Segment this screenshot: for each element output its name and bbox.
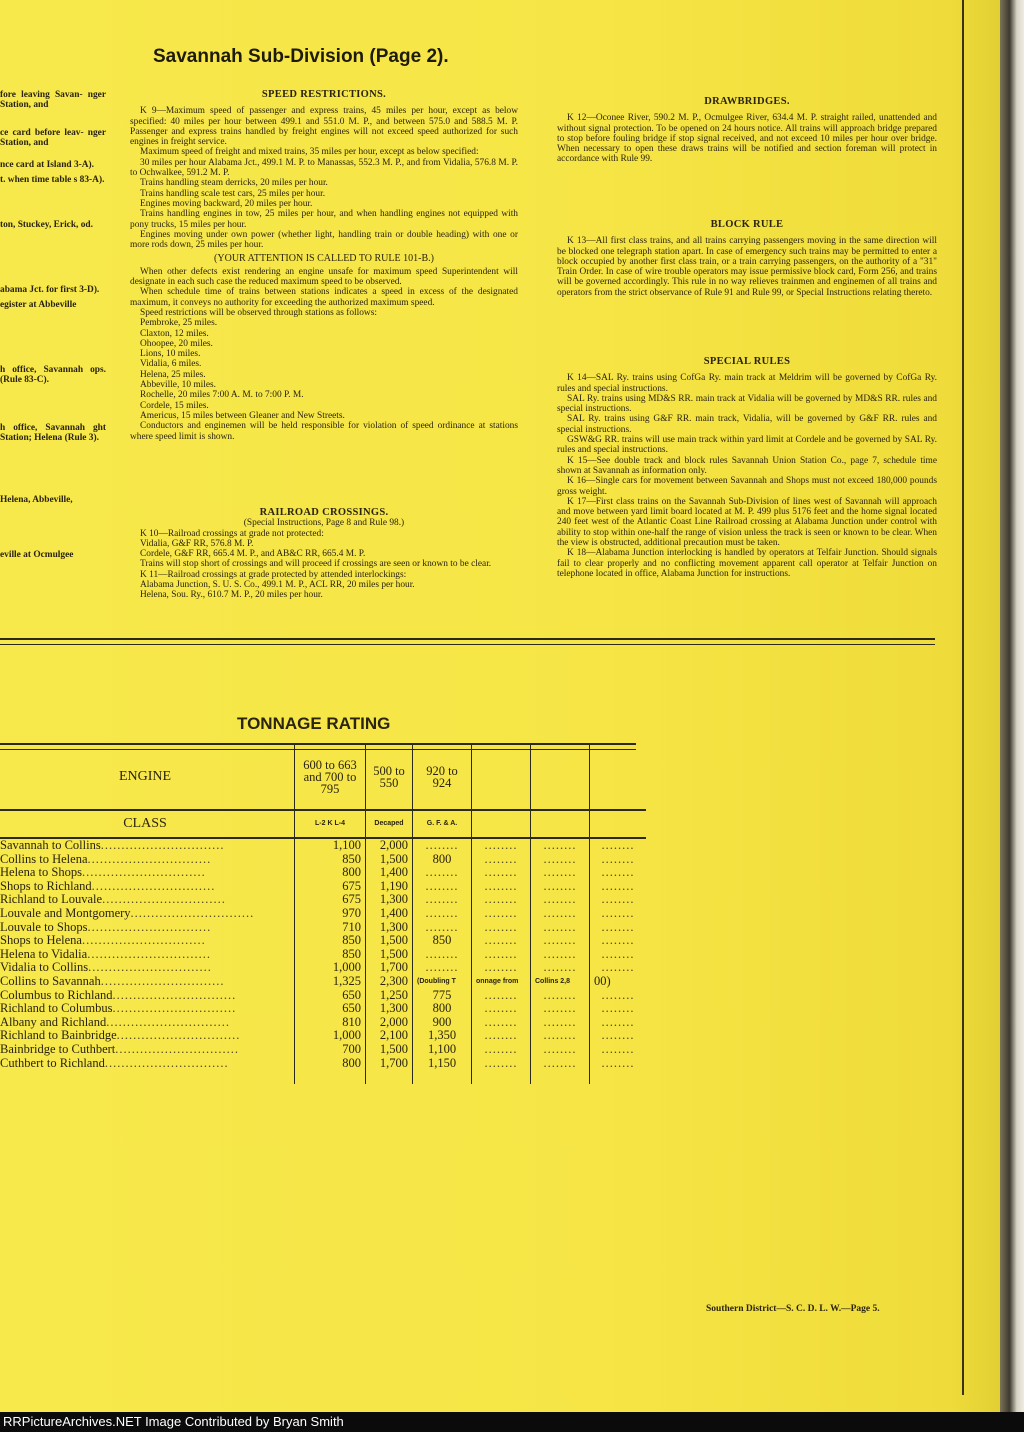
empty-cell: ........: [413, 866, 472, 880]
note-cell: Collins 2,8: [531, 975, 590, 989]
left-fragment: egister at Abbeville: [0, 300, 77, 310]
table-row: [0, 907, 646, 921]
empty-cell: ........: [472, 880, 531, 894]
table-row: [0, 921, 646, 935]
leader-dots: ..............................: [112, 1002, 237, 1016]
empty-cell: ........: [590, 989, 647, 1003]
empty-cell: ........: [472, 1029, 531, 1043]
leader-dots: ..............................: [115, 1042, 240, 1056]
block-rule-section: [557, 220, 937, 298]
leader-dots: ..............................: [112, 988, 237, 1002]
paragraph: Claxton, 12 miles.: [140, 328, 209, 339]
tonnage-title: TONNAGE RATING: [237, 714, 391, 733]
paragraph: Abbeville, 10 miles.: [140, 380, 217, 391]
spacer-cell: [590, 1070, 647, 1084]
spacer-cell: [0, 1070, 295, 1084]
route-name: Cuthbert to Richland: [0, 1056, 105, 1070]
route-cell: [0, 961, 295, 975]
paragraph: Rochelle, 20 miles 7:00 A. M. to 7:00 P. M.: [140, 390, 304, 401]
empty-cell: ........: [413, 961, 472, 975]
route-cell: [0, 907, 295, 921]
paragraph: Vidalia, G&F RR, 576.8 M. P.: [140, 538, 254, 549]
route-name: Collins to Savannah: [0, 974, 101, 988]
engine-class-number: 600 to 663 and 700 to 795: [295, 745, 366, 810]
tonnage-value: 1,350: [413, 1029, 472, 1043]
paragraph: Trains will stop short of crossings and will proceed if crossings are seen or known to be clear.: [140, 559, 492, 570]
empty-cell: ........: [590, 853, 647, 867]
spacer-cell: [472, 1070, 531, 1084]
tonnage-value: 675: [295, 893, 366, 907]
empty-cell: ........: [531, 866, 590, 880]
empty-cell: ........: [531, 921, 590, 935]
left-fragment: h office, Savannah ops. (Rule 83-C).: [0, 365, 106, 386]
empty-cell: ........: [413, 838, 472, 853]
route-cell: [0, 866, 295, 880]
empty-cell: ........: [472, 853, 531, 867]
class-designation: G. F. & A.: [413, 810, 472, 838]
class-designation: [472, 810, 531, 838]
note-cell: onnage from: [472, 975, 531, 989]
left-fragment: Helena, Abbeville,: [0, 495, 73, 505]
paragraph: Engines moving backward, 20 miles per hour.: [140, 198, 313, 209]
table-row: [0, 838, 646, 853]
spacer-cell: [531, 1070, 590, 1084]
class-label: CLASS: [0, 810, 295, 838]
empty-cell: ........: [472, 1043, 531, 1057]
leader-dots: ..............................: [91, 879, 216, 893]
table-row: [0, 880, 646, 894]
class-designation: L-2 K L-4: [295, 810, 366, 838]
drawbridges-heading: DRAWBRIDGES.: [704, 96, 790, 107]
empty-cell: ........: [531, 1016, 590, 1030]
empty-cell: ........: [413, 893, 472, 907]
leader-dots: ..............................: [130, 906, 255, 920]
empty-cell: ........: [590, 921, 647, 935]
engine-class-number: [531, 745, 590, 810]
empty-cell: ........: [413, 907, 472, 921]
crossings-subheading: (Special Instructions, Page 8 and Rule 98.): [243, 518, 405, 529]
tonnage-value: 810: [295, 1016, 366, 1030]
tonnage-value: 850: [295, 948, 366, 962]
paragraph: K 11—Railroad crossings at grade protected by attended interlockings:: [140, 569, 407, 580]
paragraph: K 18—Alabama Junction interlocking is handled by operators at Telfair Junction. Should signals fail to clear properly and no conflicting movement apparent call operator at Telfair Junction on telephone located in office, Alabama Junction for instructions.: [557, 548, 937, 579]
paragraph: SAL Ry. trains using MD&S RR. main track at Vidalia will be governed by MD&S RR. rules and special instructions.: [557, 393, 937, 415]
tonnage-value: 800: [413, 853, 472, 867]
leader-dots: ..............................: [102, 893, 226, 907]
page-title: Savannah Sub-Division (Page 2).: [153, 46, 449, 67]
empty-cell: ........: [531, 853, 590, 867]
empty-cell: ........: [531, 838, 590, 853]
paragraph: K 10—Railroad crossings at grade not protected:: [140, 528, 324, 539]
left-fragment: fore leaving Savan- nger Station, and: [0, 90, 106, 111]
engine-class-number: [472, 745, 531, 810]
empty-cell: ........: [472, 866, 531, 880]
tonnage-value: 1,300: [366, 893, 413, 907]
tonnage-value: 1,300: [366, 1002, 413, 1016]
empty-cell: ........: [590, 880, 647, 894]
empty-cell: ........: [590, 1057, 647, 1071]
tonnage-value: 650: [295, 989, 366, 1003]
tonnage-value: 1,190: [366, 880, 413, 894]
empty-cell: ........: [472, 1016, 531, 1030]
paragraph: Speed restrictions will be observed through stations as follows:: [140, 307, 377, 318]
table-row: [0, 1057, 646, 1071]
empty-cell: ........: [590, 893, 647, 907]
tonnage-value: 1,500: [366, 948, 413, 962]
empty-cell: ........: [531, 1043, 590, 1057]
left-fragment: ton, Stuckey, Erick, od.: [0, 220, 93, 230]
paragraph: Conductors and enginemen will be held responsible for violation of speed ordinance at stations where speed limit is shown.: [130, 421, 518, 442]
route-cell: [0, 921, 295, 935]
page-footer: Southern District—S. C. D. L. W.—Page 5.: [706, 1304, 880, 1314]
tonnage-value: 1,400: [366, 866, 413, 880]
route-name: Louvale and Montgomery: [0, 906, 131, 920]
tonnage-value: 1,700: [366, 1057, 413, 1071]
paragraph: K 17—First class trains on the Savannah Sub-Division of lines west of Savannah will approach and move between yard limit board located at M. P. 499 plus 5176 feet and the home signal located 240 feet west of the Atlantic Coast Line Railroad crossing at Alabama Junction under control with ability to stop within one-half the range of vision unless the track is seen or known to be clear. When the view is obstructed, additional precaution must be taken.: [557, 496, 937, 549]
table-bottom-spacer: [0, 1070, 646, 1084]
special-heading: SPECIAL RULES: [703, 356, 791, 367]
tonnage-value: 800: [295, 1057, 366, 1071]
tonnage-value: 1,700: [366, 961, 413, 975]
leader-dots: ..............................: [104, 1056, 229, 1070]
tonnage-value: 700: [295, 1043, 366, 1057]
note-cell: (Doubling T: [413, 975, 472, 989]
empty-cell: ........: [472, 921, 531, 935]
tonnage-value: 800: [295, 866, 366, 880]
route-cell: [0, 989, 295, 1003]
engine-header-row: [0, 745, 646, 810]
speed-heading: SPEED RESTRICTIONS.: [261, 89, 387, 100]
empty-cell: ........: [590, 1002, 647, 1016]
note-cell: 00): [590, 975, 647, 989]
empty-cell: ........: [590, 961, 647, 975]
paragraph: Ohoopee, 20 miles.: [140, 338, 213, 349]
tonnage-value: 800: [413, 1002, 472, 1016]
tonnage-value: 2,000: [366, 1016, 413, 1030]
empty-cell: ........: [531, 1002, 590, 1016]
paragraph: K 13—All first class trains, and all trains carrying passengers moving in the same direction will be blocked one telegraph station apart. In case of emergency such trains may be permitted to enter a block occupied by another first class train, or a train carrying passengers, on the authority of a "31" Train Order. In case of wire trouble operators may issue permissive block card, Form 256, and trains will be governed accordingly. This rule in no way relieves trainmen and enginemen of all trains and operators from the strict observance of Rule 91 and Rule 99, or Special Instructions relating thereto.: [557, 236, 937, 298]
drawbridges-section: [557, 97, 937, 165]
route-name: Collins to Helena: [0, 852, 88, 866]
route-name: Columbus to Richland: [0, 988, 113, 1002]
leader-dots: ..............................: [87, 947, 211, 961]
table-row: [0, 893, 646, 907]
route-cell: [0, 1029, 295, 1043]
table-row: [0, 1029, 646, 1043]
tonnage-value: 850: [295, 934, 366, 948]
tonnage-value: 1,400: [366, 907, 413, 921]
tonnage-value: 1,100: [413, 1043, 472, 1057]
paragraph: When other defects exist rendering an engine unsafe for maximum speed Superintendent will designate in each such case the reduced maximum speed to be observed.: [130, 266, 518, 288]
empty-cell: ........: [472, 893, 531, 907]
paragraph: Lions, 10 miles.: [140, 349, 201, 360]
empty-cell: ........: [472, 1002, 531, 1016]
tonnage-value: 2,300: [366, 975, 413, 989]
route-cell: [0, 1043, 295, 1057]
leader-dots: ..............................: [88, 961, 212, 975]
class-designation: Decaped: [366, 810, 413, 838]
empty-cell: ........: [590, 866, 647, 880]
spacer-cell: [295, 1070, 366, 1084]
table-row: [0, 866, 646, 880]
table-row: [0, 989, 646, 1003]
empty-cell: ........: [413, 921, 472, 935]
table-row: [0, 961, 646, 975]
paragraph: Helena, 25 miles.: [140, 369, 206, 380]
empty-cell: ........: [590, 907, 647, 921]
tonnage-value: 1,000: [295, 1029, 366, 1043]
empty-cell: ........: [590, 838, 647, 853]
leader-dots: ..............................: [100, 974, 225, 988]
column-rule: [962, 0, 964, 1395]
empty-cell: ........: [531, 1029, 590, 1043]
empty-cell: ........: [590, 1043, 647, 1057]
tonnage-value: 1,325: [295, 975, 366, 989]
empty-cell: ........: [531, 989, 590, 1003]
engine-label: ENGINE: [0, 745, 295, 810]
attention-note: (YOUR ATTENTION IS CALLED TO RULE 101-B.): [214, 253, 434, 265]
empty-cell: ........: [472, 907, 531, 921]
engine-class-number: 500 to 550: [366, 745, 413, 810]
tonnage-value: 970: [295, 907, 366, 921]
empty-cell: ........: [531, 880, 590, 894]
route-name: Shops to Helena: [0, 934, 82, 948]
empty-cell: ........: [413, 948, 472, 962]
route-cell: [0, 838, 295, 853]
table-row: [0, 1002, 646, 1016]
tonnage-value: 710: [295, 921, 366, 935]
route-name: Shops to Richland: [0, 879, 92, 893]
empty-cell: ........: [413, 880, 472, 894]
tonnage-value: 850: [295, 853, 366, 867]
empty-cell: ........: [590, 1016, 647, 1030]
empty-cell: ........: [531, 1057, 590, 1071]
paragraph: Helena, Sou. Ry., 610.7 M. P., 20 miles per hour.: [140, 590, 323, 601]
railroad-crossings-section: [130, 508, 518, 601]
leader-dots: ..............................: [87, 920, 212, 934]
paragraph: Maximum speed of freight and mixed trains, 35 miles per hour, except as below specified:: [140, 147, 479, 158]
paragraph: K 16—Single cars for movement between Savannah and Shops must not exceed 180,000 pounds gross weight.: [557, 476, 937, 497]
paragraph: K 14—SAL Ry. trains using CofGa Ry. main track at Meldrim will be governed by CofGa Ry. rules and special instructions.: [557, 373, 937, 394]
leader-dots: ..............................: [106, 1015, 230, 1029]
paragraph: Trains handling scale test cars, 25 miles per hour.: [140, 188, 326, 199]
route-cell: [0, 853, 295, 867]
left-fragment: eville at Ocmulgee: [0, 550, 74, 560]
tonnage-value: 850: [413, 934, 472, 948]
empty-cell: ........: [472, 1057, 531, 1071]
table-row: [0, 1016, 646, 1030]
left-fragment: ce card before leav- nger Station, and: [0, 128, 106, 149]
route-name: Helena to Shops: [0, 866, 82, 880]
empty-cell: ........: [531, 934, 590, 948]
route-cell: [0, 880, 295, 894]
empty-cell: ........: [531, 948, 590, 962]
table-row: [0, 948, 646, 962]
route-name: Bainbridge to Cuthbert: [0, 1042, 116, 1056]
class-header-row: [0, 810, 646, 838]
tonnage-value: 1,250: [366, 989, 413, 1003]
paragraph: GSW&G RR. trains will use main track within yard limit at Cordele and be governed by SAL Ry. rules and special instructions.: [557, 435, 937, 456]
empty-cell: ........: [590, 1029, 647, 1043]
leader-dots: ..............................: [116, 1029, 241, 1043]
tonnage-value: 900: [413, 1016, 472, 1030]
leader-dots: ..............................: [81, 934, 206, 948]
table-row: [0, 934, 646, 948]
tonnage-value: 675: [295, 880, 366, 894]
route-cell: [0, 934, 295, 948]
section-divider: [0, 638, 935, 645]
tonnage-value: 1,500: [366, 853, 413, 867]
paragraph: K 12—Oconee River, 590.2 M. P., Ocmulgee River, 634.4 M. P. straight railed, unattended and without signal protection. To be opened on 24 hours notice. All trains will approach bridge prepared to stop before fouling bridge if stop signal received, and not exceed 10 miles per hour over bridge. When necessary to open these draws trains will be notified and section foreman will protect in accordance with Rule 99.: [557, 113, 937, 165]
paragraph: Trains handling steam derricks, 20 miles per hour.: [140, 178, 328, 189]
crossings-heading: RAILROAD CROSSINGS.: [259, 507, 389, 518]
engine-class-number: [590, 745, 647, 810]
leader-dots: ..............................: [81, 866, 206, 880]
class-designation: [531, 810, 590, 838]
route-name: Richland to Columbus: [0, 1002, 113, 1016]
tonnage-value: 2,000: [366, 838, 413, 853]
paragraph: K 15—See double track and block rules Savannah Union Station Co., page 7, schedule time shown at Savannah as information only.: [557, 455, 937, 476]
left-fragment: t. when time table s 83-A).: [0, 175, 105, 185]
table-row: [0, 1043, 646, 1057]
image-credit: RRPictureArchives.NET Image Contributed by Bryan Smith: [0, 1412, 1024, 1432]
route-name: Vidalia to Collins: [0, 961, 89, 975]
tonnage-value: 775: [413, 989, 472, 1003]
paragraph: Vidalia, 6 miles.: [140, 359, 202, 370]
left-fragment: abama Jct. for first 3-D).: [0, 285, 100, 295]
empty-cell: ........: [472, 934, 531, 948]
tonnage-value: 1,000: [295, 961, 366, 975]
tonnage-value: 2,100: [366, 1029, 413, 1043]
route-cell: [0, 1016, 295, 1030]
spacer-cell: [366, 1070, 413, 1084]
route-cell: [0, 1002, 295, 1016]
tonnage-value: 1,300: [366, 921, 413, 935]
route-name: Richland to Louvale: [0, 893, 103, 907]
paragraph: Americus, 15 miles between Gleaner and New Streets.: [140, 410, 345, 421]
scan-edge: [1000, 0, 1024, 1412]
empty-cell: ........: [472, 989, 531, 1003]
paragraph: Cordele, G&F RR, 665.4 M. P., and AB&C RR, 665.4 M. P.: [140, 549, 366, 560]
route-cell: [0, 948, 295, 962]
paragraph: Cordele, 15 miles.: [140, 400, 209, 411]
table-row: [0, 853, 646, 867]
paragraph: SAL Ry. trains using G&F RR. main track, Vidalia, will be governed by G&F RR. rules and special instructions.: [557, 414, 937, 435]
empty-cell: ........: [472, 948, 531, 962]
empty-cell: ........: [590, 948, 647, 962]
paragraph: K 9—Maximum speed of passenger and express trains, 45 miles per hour, except as below specified: 40 miles per hour between 499.1 and 551.0 M. P., and between 575.0 and 588.5 M. P. Passenger and express trains handled by freight engines will not exceed speed authorized for such engines in freight service.: [130, 106, 518, 148]
empty-cell: ........: [472, 961, 531, 975]
paragraph: 30 miles per hour Alabama Jct., 499.1 M. P. to Manassas, 552.3 M. P., and from Vidalia, 576.8 M. P. to Ochwalkee, 591.2 M. P.: [130, 157, 518, 179]
empty-cell: ........: [590, 934, 647, 948]
engine-class-number: 920 to 924: [413, 745, 472, 810]
paragraph: When schedule time of trains between stations indicates a speed in excess of the designated maximum, it conveys no authority for exceeding the authorized maximum speed.: [130, 287, 518, 308]
route-name: Helena to Vidalia: [0, 947, 88, 961]
route-cell: [0, 1057, 295, 1071]
empty-cell: ........: [531, 961, 590, 975]
route-cell: [0, 893, 295, 907]
route-name: Louvale to Shops: [0, 920, 88, 934]
leader-dots: ..............................: [87, 852, 212, 866]
left-fragment: nce card at Island 3-A).: [0, 160, 95, 170]
empty-cell: ........: [472, 838, 531, 853]
spacer-cell: [413, 1070, 472, 1084]
class-designation: [590, 810, 647, 838]
block-heading: BLOCK RULE: [710, 219, 784, 230]
route-name: Albany and Richland: [0, 1015, 107, 1029]
paragraph: Trains handling engines in tow, 25 miles per hour, and when handling engines not equipped with pony trucks, 15 miles per hour.: [130, 209, 518, 230]
route-name: Richland to Bainbridge: [0, 1029, 117, 1043]
tonnage-value: 650: [295, 1002, 366, 1016]
route-cell: [0, 975, 295, 989]
tonnage-value: 1,150: [413, 1057, 472, 1071]
empty-cell: ........: [531, 893, 590, 907]
tonnage-value: 1,500: [366, 934, 413, 948]
paragraph: Pembroke, 25 miles.: [140, 318, 218, 329]
route-name: Savannah to Collins: [0, 838, 101, 852]
tonnage-value: 1,100: [295, 838, 366, 853]
tonnage-table: [0, 745, 646, 1084]
paragraph: Engines moving under own power (whether light, handling train or double heading) with one or more rods down, 25 miles per hour.: [130, 229, 518, 251]
paragraph: Alabama Junction, S. U. S. Co., 499.1 M. P., ACL RR, 20 miles per hour.: [140, 580, 415, 591]
tonnage-value: 1,500: [366, 1043, 413, 1057]
empty-cell: ........: [531, 907, 590, 921]
table-row: [0, 975, 646, 989]
special-rules-section: [557, 357, 937, 579]
speed-restrictions-section: [130, 90, 518, 442]
left-fragment: h office, Savannah ght Station; Helena (Rule 3).: [0, 423, 106, 444]
leader-dots: ..............................: [100, 838, 225, 852]
